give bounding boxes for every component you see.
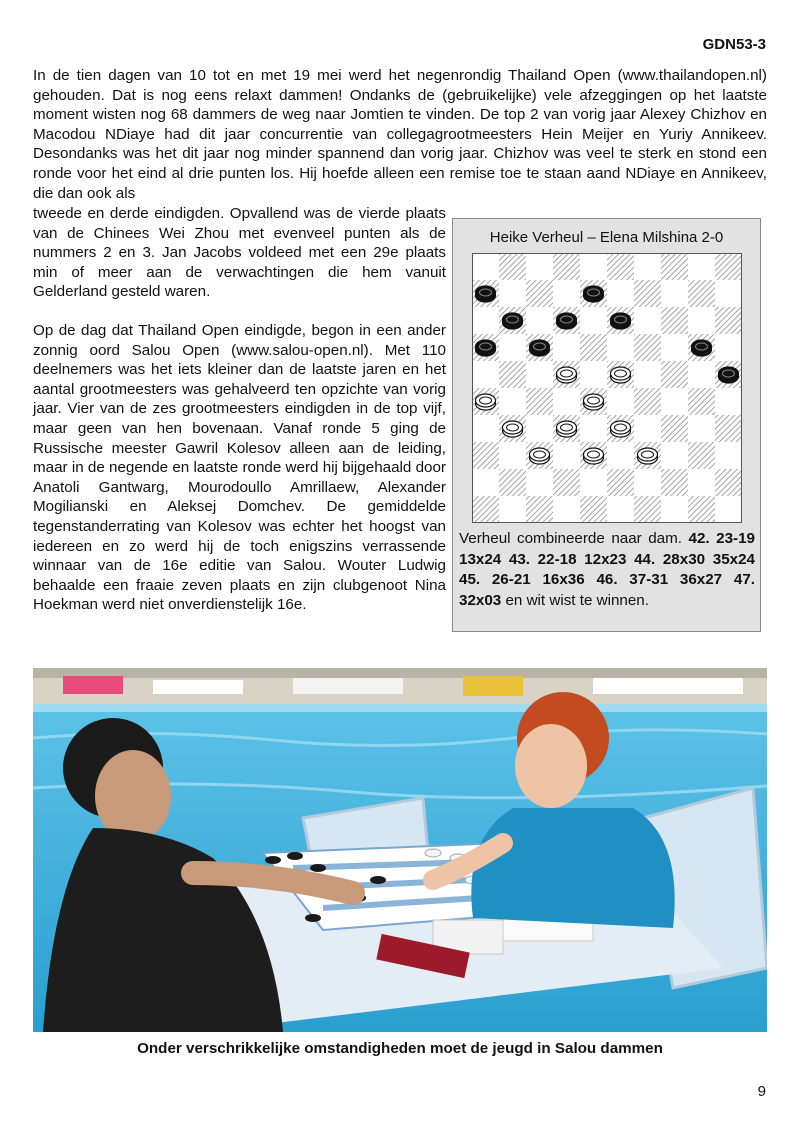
white-piece	[584, 448, 604, 464]
white-piece	[557, 367, 577, 383]
pink-towel	[63, 676, 123, 694]
board-square-dark	[607, 469, 634, 496]
article-intro-continuation: tweede en derde eindigden. Opvallend was de vierde plaats van de Chinees Wei Zhou met evenveel punten als de nummers 2 en 3. Jan Jacobs voldeed met een 29e plaats min of meer aan de verwachtingen die hem vanuit Gelderland gesteld waren.	[33, 205, 446, 301]
board-square-dark	[661, 361, 688, 388]
black-piece	[611, 313, 631, 329]
white-piece	[530, 448, 550, 464]
black-piece	[476, 286, 496, 302]
board-square-light	[553, 334, 580, 361]
board-square-light	[553, 388, 580, 415]
board-square-dark	[715, 253, 742, 280]
board-square-light	[607, 280, 634, 307]
board-square-light	[661, 442, 688, 469]
board-square-dark	[472, 442, 499, 469]
board-square-light	[688, 469, 715, 496]
board-square-dark	[526, 496, 553, 523]
white-piece	[611, 367, 631, 383]
board-square-dark	[661, 415, 688, 442]
board-square-light	[472, 415, 499, 442]
board-square-dark	[580, 496, 607, 523]
board-square-dark	[634, 334, 661, 361]
board-square-light	[661, 280, 688, 307]
board-square-dark	[526, 388, 553, 415]
black-piece	[503, 313, 523, 329]
boy-right-shirt	[471, 808, 674, 928]
black-piece	[476, 340, 496, 356]
board-square-light	[526, 307, 553, 334]
board-square-light	[607, 496, 634, 523]
black-piece	[530, 340, 550, 356]
board-square-light	[580, 361, 607, 388]
white-piece	[557, 421, 577, 437]
board-square-dark	[688, 388, 715, 415]
board-square-light	[607, 334, 634, 361]
board-square-light	[580, 469, 607, 496]
board-square-dark	[688, 442, 715, 469]
board-square-dark	[634, 496, 661, 523]
board-square-light	[499, 388, 526, 415]
board-square-light	[553, 496, 580, 523]
board-square-dark	[472, 496, 499, 523]
board-square-light	[580, 307, 607, 334]
board-square-dark	[661, 253, 688, 280]
board-square-light	[688, 253, 715, 280]
board-square-light	[526, 253, 553, 280]
black-piece	[692, 340, 712, 356]
white-piece	[584, 394, 604, 410]
article-salou-paragraph: Op de dag dat Thailand Open eindigde, begon in een ander zonnig oord Salou Open (www.salou-open.nl). Met 110 deelnemers was het iets kleiner dan de laatste jaren en het aantal grootmeesters was gehalveerd ten opzichte van vorig jaar. Vier van de zes grootmeesters eindigden in de top vijf, maar geen van hen bovenaan. Vanaf ronde 5 ging de Russische meester Gawril Kolesov alleen aan de leiding, maar in de negende en laatste ronde werd hij bijgehaald door Anatoli Gantwarg, Mourodoullo Amrillaew, Alexander Mogilianski en Aleksej Domchev. De gemiddelde tegenstanderrating van Kolesov was echter het hoogst van iedereen en zo werd hij de toch enigszins verrassende winnaar van de 16e editie van Salou. Wouter Ludwig behaalde een fraaie zeven plaats en zijn clubgenoot Nina Hoekman werd niet onverdienstelijk 16e.	[33, 322, 446, 614]
board-square-light	[688, 361, 715, 388]
board-square-dark	[526, 280, 553, 307]
board-square-light	[580, 253, 607, 280]
page-number: 9	[757, 1083, 766, 1100]
photo-youth-playing-draughts	[33, 668, 767, 1032]
board-square-light	[634, 361, 661, 388]
black-piece	[719, 367, 739, 383]
white-piece	[638, 448, 658, 464]
board-square-dark	[580, 334, 607, 361]
board-square-dark	[688, 280, 715, 307]
game-diagram	[452, 218, 761, 632]
board-square-dark	[553, 253, 580, 280]
board-square-dark	[688, 496, 715, 523]
board-square-light	[688, 307, 715, 334]
black-piece	[557, 313, 577, 329]
board-square-light	[526, 469, 553, 496]
board-square-dark	[661, 469, 688, 496]
black-piece	[584, 286, 604, 302]
photo-caption: Onder verschrikkelijke omstandigheden moet de jeugd in Salou dammen	[137, 1040, 663, 1057]
page-header-code: GDN53-3	[702, 36, 766, 53]
board-square-light	[553, 280, 580, 307]
board-square-light	[607, 388, 634, 415]
board-square-dark	[499, 253, 526, 280]
diagram-caption-end: en wit wist te winnen.	[505, 591, 649, 609]
board-square-light	[499, 334, 526, 361]
board-square-light	[553, 442, 580, 469]
board-square-light	[499, 280, 526, 307]
board-square-dark	[715, 307, 742, 334]
board-square-light	[661, 496, 688, 523]
board-square-dark	[715, 469, 742, 496]
board-square-light	[472, 361, 499, 388]
board-square-dark	[661, 307, 688, 334]
diagram-title: Heike Verheul – Elena Milshina 2-0	[489, 229, 724, 246]
board-square-light	[661, 334, 688, 361]
board-square-light	[688, 415, 715, 442]
board-square-light	[661, 388, 688, 415]
board-square-light	[715, 280, 742, 307]
board-square-light	[634, 307, 661, 334]
board-square-light	[634, 469, 661, 496]
white-piece	[503, 421, 523, 437]
white-piece	[611, 421, 631, 437]
board-square-dark	[607, 253, 634, 280]
board-square-light	[715, 496, 742, 523]
board-square-dark	[634, 280, 661, 307]
board-square-light	[580, 415, 607, 442]
board-square-dark	[499, 361, 526, 388]
article-intro-paragraph: In de tien dagen van 10 tot en met 19 mei werd het negenrondig Thailand Open (www.thailandopen.nl) gehouden. Dat is nog eens relaxt dammen! Ondanks de (gebruikelijke) vele afzeggingen op het laatste moment wisten nog 68 dammers de weg naar Jomtien te vinden. De top 2 van vorig jaar Alexey Chizhov en Macodou NDiaye had dit jaar concurrentie van collegagrootmeesters Hein Meijer en Yuriy Annikeev. Desondanks was het dit jaar nog minder spannend dan vorig jaar. Chizhov was veel te sterk en stond een ronde voor het eind al drie punten los. Hij hoefde alleen een remise toe te staan aand NDiaye en Annikeev, die dan ook als	[33, 67, 767, 202]
board-square-light	[634, 415, 661, 442]
white-piece	[476, 394, 496, 410]
board-square-light	[526, 361, 553, 388]
board-square-light	[499, 442, 526, 469]
board-square-light	[607, 442, 634, 469]
boy-right-face	[515, 724, 587, 808]
board-square-light	[715, 388, 742, 415]
diagram-caption-text: Verheul combineerde naar dam.	[459, 530, 682, 547]
board-square-light	[526, 415, 553, 442]
board-square-dark	[715, 415, 742, 442]
board-square-dark	[634, 388, 661, 415]
board-square-light	[634, 253, 661, 280]
diagram-caption	[459, 529, 755, 611]
board-square-light	[715, 334, 742, 361]
board-square-light	[472, 307, 499, 334]
boy-left-face	[95, 750, 171, 842]
diagram-caption-moves: 42. 23-19 13x24 43. 22-18 12x23 44. 28x30 35x24 45. 26-21 16x36 46. 37-31 36x27 47. 32x03	[459, 530, 755, 609]
board-square-light	[472, 469, 499, 496]
draughts-board	[472, 253, 742, 523]
board-square-dark	[499, 469, 526, 496]
board-square-light	[472, 253, 499, 280]
board-square-dark	[553, 469, 580, 496]
board-square-light	[715, 442, 742, 469]
board-square-light	[499, 496, 526, 523]
